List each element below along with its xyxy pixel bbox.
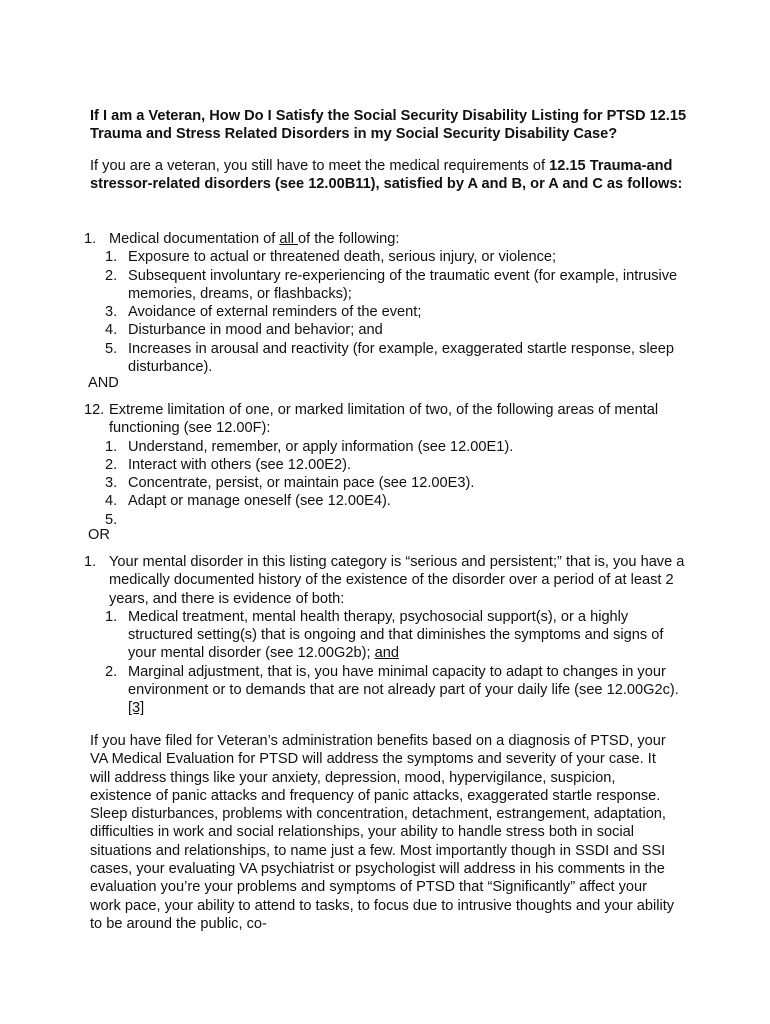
criterion-a-number: 1. bbox=[84, 231, 97, 247]
list-item: 1. Exposure to actual or threatened death, serious injury, or violence; bbox=[105, 249, 557, 266]
criterion-b-text: Extreme limitation of one, or marked limitation of two, of the following areas of mental functioning (see 12.00F): bbox=[109, 402, 659, 437]
criterion-c bbox=[84, 553, 694, 718]
underlined-all: all bbox=[279, 231, 299, 247]
list-item: 2. Interact with others (see 12.00E2). bbox=[105, 456, 352, 473]
list-item: 3. Concentrate, persist, or maintain pace (see 12.00E3). bbox=[105, 475, 475, 492]
list-item: 4. Adapt or manage oneself (see 12.00E4). bbox=[105, 493, 391, 510]
list-item: 5. bbox=[105, 511, 118, 528]
list-item: 4. Disturbance in mood and behavior; and bbox=[105, 322, 383, 339]
criterion-a bbox=[84, 230, 694, 376]
intro-paragraph bbox=[90, 157, 690, 194]
list-item: 2. Marginal adjustment, that is, you have minimal capacity to adapt to changes in your environment or to demands that are not already part of your daily life (see 12.00G2c).[3] bbox=[105, 663, 679, 717]
list-item: 1. Understand, remember, or apply information (see 12.00E1). bbox=[105, 438, 514, 455]
criterion-c-text: Your mental disorder in this listing category is “serious and persistent;” that is, you have a medically documented history of the existence of the disorder over a period of at least 2 years, and there is evidence of both: bbox=[109, 554, 685, 607]
criterion-a-text: Medical documentation of all of the following: bbox=[109, 231, 400, 247]
list-item: 1. Medical treatment, mental health therapy, psychosocial support(s), or a highly structured setting(s) that is ongoing and that diminishes the symptoms and signs of your mental disorder (see 12.00G2b); and bbox=[105, 608, 664, 662]
list-item: 3. Avoidance of external reminders of the event; bbox=[105, 304, 422, 321]
list-item: 2. Subsequent involuntary re-experiencing of the traumatic event (for example, intrusive memories, dreams, or flashbacks); bbox=[105, 267, 678, 302]
criterion-b-number: 12. bbox=[84, 402, 105, 418]
intro-bold-text: 12.15 Trauma-and stressor-related disorders (see 12.00B11), satisfied by A and B, or A and C as follows: bbox=[90, 158, 683, 193]
criterion-b bbox=[84, 401, 694, 529]
page-title: If I am a Veteran, How Do I Satisfy the Social Security Disability Listing for PTSD 12.15 Trauma and Stress Related Disorders in my Social Security Disability Case? bbox=[90, 108, 687, 143]
and-link[interactable]: and bbox=[374, 645, 399, 662]
and-label: AND bbox=[88, 375, 119, 391]
criterion-c-number: 1. bbox=[84, 554, 97, 570]
footnote-link[interactable]: [3] bbox=[128, 700, 145, 717]
closing-paragraph: If you have filed for Veteran’s administration benefits based on a diagnosis of PTSD, your VA Medical Evaluation for PTSD will address the symptoms and severity of your case. It will address things like your anxiety, depression, mood, hypervigilance, suspicion, existence of panic attacks and frequency of panic attacks, exaggerated startle response. Sleep disturbances, problems with concentration, detachment, estrangement, adaptation, difficulties in work and social relationships, your ability to handle stress both in social situations and relationships, to name just a few. Most importantly though in SSDI and SSI cases, your evaluating VA psychiatrist or psychologist will address in his comments in the evaluation you’re your problems and symptoms of PTSD that “Significantly” affect your work pace, your ability to attend to tasks, to focus due to intrusive thoughts and your ability to be around the public, co- bbox=[90, 733, 675, 932]
list-item: 5. Increases in arousal and reactivity (for example, exaggerated startle response, sleep disturbance). bbox=[105, 340, 674, 376]
intro-text: If you are a veteran, you still have to meet the medical requirements of bbox=[90, 158, 550, 174]
or-label: OR bbox=[88, 527, 110, 543]
